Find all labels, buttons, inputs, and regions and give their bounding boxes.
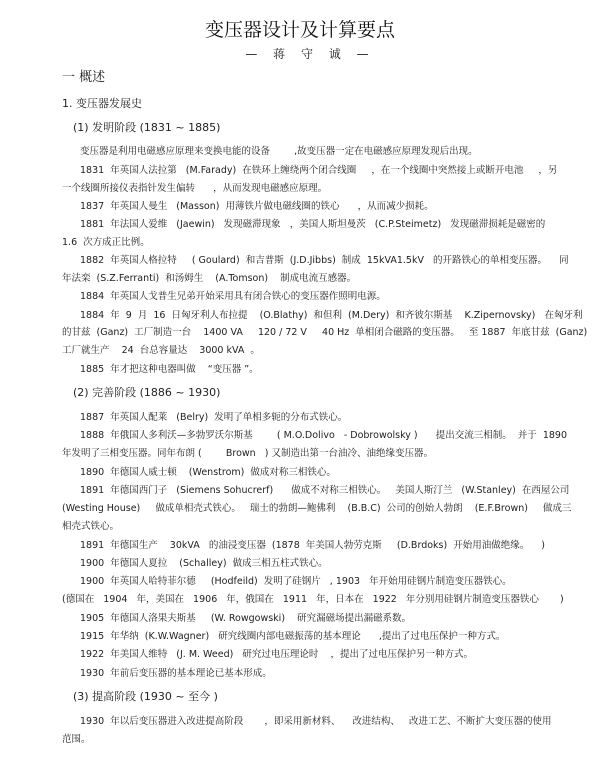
paragraph-line: 1887 年英国人配莱 (Belry) 发明了单相多轭的分布式铁心。 bbox=[80, 412, 348, 423]
paragraph-line: 1882 年英国人格拉特 ( Goulard) 和吉普斯 (J.D.Jibbs) 制成 15kVA1.5kV 的开路铁心的单相变压器。 同 bbox=[80, 255, 569, 266]
paragraph-line: 1915 年华纳 (K.W.Wagner) 研究线圈内部电磁振荡的基本理论 ,提出了过电压保护一种方式。 bbox=[80, 631, 506, 642]
paragraph-line: 1891 年德国西门子 (Siemens Sohucrerf) 做成不对称三相铁心。 美国人斯汀兰 (W.Stanley) 在西屋公司 bbox=[80, 485, 570, 496]
paragraph-line: (Westing House) 做成单相壳式铁心。 瑞士的勃朗—鲍佛利 (B.B.C) 公司的创始人勃朗 (E.F.Brown) 做成三 bbox=[62, 503, 572, 514]
paragraph-line: 1.6 次方成正比例。 bbox=[62, 237, 150, 248]
paragraph-line: 1884 年 9 月 16 日匈牙利人布拉提 (O.Blathy) 和但利 (M.Dery) 和齐彼尔斯基 K.Zipernovsky) 在匈牙利 bbox=[80, 310, 583, 321]
paragraph-line: 1905 年德国人洛果夫斯基 (W. Rowgowski) 研究漏磁场提出漏磁系数。 bbox=[80, 613, 412, 624]
paragraph-line: 1888 年俄国人多利沃—多勃罗沃尔斯基 ( M.O.Dolivo - Dobrowolsky ) 提出交流三相制。 并于 1890 bbox=[80, 430, 568, 441]
paragraph-line: 1837 年英国人曼生 (Masson) 用薄铁片做电磁线圈的铁心 ，从而减少损耗。 bbox=[80, 201, 434, 212]
paragraph-line: 1891 年德国生产 30kVA 的油浸变压器 (1878 年美国人勃劳克斯 (D.Brdoks) 开始用油做绝缘。 ) bbox=[80, 540, 546, 551]
paragraph-line: 的甘兹 (Ganz) 工厂制造一台 1400 VA 120 / 72 V 40 Hz 单相闭合磁路的变压器。 至 1887 年底甘兹 (Ganz) bbox=[62, 327, 588, 338]
paragraph-line: 工厂就生产 24 台总容量达 3000 kVA 。 bbox=[62, 345, 260, 356]
paragraph-line: 1900 年德国人夏拉 (Schalley) 做成三相五柱式铁心。 bbox=[80, 558, 328, 569]
paragraph-line: 1885 年才把这种电器叫做 “变压器 ”。 bbox=[80, 364, 259, 375]
paragraph-line: 1890 年德国人威士顿 (Wenstrom) 做成对称三相铁心。 bbox=[80, 467, 336, 478]
subsection-heading-history: 1. 变压器发展史 bbox=[62, 97, 142, 110]
paragraph-line: 年法栾 (S.Z.Ferranti) 和汤姆生 (A.Tomson) 制成电流互感器。 bbox=[62, 273, 357, 284]
paragraph-line: (德国在 1904 年，美国在 1906 年，俄国在 1911 年，日本在 1922 年分别用硅钢片制造变压器铁心 ) bbox=[62, 594, 564, 605]
paragraph-line: 1881 年法国人爱维 (Jaewin) 发现磁滞现象 ，美国人斯坦曼茨 (C.P.Steimetz) 发现磁滞损耗是磁密的 bbox=[80, 219, 546, 230]
paragraph-line: 1930 年以后变压器进入改进提高阶段 ，即采用新材料、 改进结构、 改进工艺、不断扩大变压器的使用 bbox=[80, 716, 552, 727]
stage-heading-improvement: (2) 完善阶段 (1886 ~ 1930) bbox=[73, 386, 221, 399]
document-title: 变压器设计及计算要点 bbox=[204, 19, 395, 41]
paragraph-line: 相壳式铁心。 bbox=[62, 521, 120, 532]
stage-heading-invention: (1) 发明阶段 (1831 ~ 1885) bbox=[73, 121, 221, 134]
paragraph-line: 1900 年英国人哈特菲尔德 (Hodfeild) 发明了硅钢片 , 1903 年开始用硅钢片制造变压器铁心。 bbox=[80, 576, 512, 587]
document-author: — 蒋 守 诚 — bbox=[245, 47, 375, 61]
section-heading-overview: 一 概述 bbox=[62, 70, 106, 85]
stage-heading-enhancement: (3) 提高阶段 (1930 ~ 至今 ) bbox=[73, 690, 218, 703]
paragraph-line: 1922 年美国人维特 (J. M. Weed) 研究过电压理论时 ，提出了过电压保护另一种方式。 bbox=[80, 649, 473, 660]
paragraph-line: 一个线圈所接仪表指针发生偏转 ，从而发现电磁感应原理。 bbox=[62, 183, 328, 194]
paragraph-line: 1831 年英国人法拉第 (M.Farady) 在铁环上缠绕两个闭合线圈 ，在一个线圈中突然接上或断开电池 ，另 bbox=[80, 165, 558, 176]
paragraph-line: 范围。 bbox=[62, 734, 91, 745]
paragraph-line: 年发明了三相变压器。同年布朗 ( Brown ) 又制造出第一台油冷、油绝缘变压器。 bbox=[62, 448, 433, 459]
paragraph-line: 1930 年前后变压器的基本理论已基本形成。 bbox=[80, 668, 272, 679]
paragraph-line: 1884 年英国人戈普生兄弟开始采用具有闭合铁心的变压器作照明电源。 bbox=[80, 291, 386, 302]
paragraph-line: 变压器是利用电磁感应原理来变换电能的设备 ,故变压器一定在电磁感应原理发现后出现。 bbox=[80, 146, 478, 157]
